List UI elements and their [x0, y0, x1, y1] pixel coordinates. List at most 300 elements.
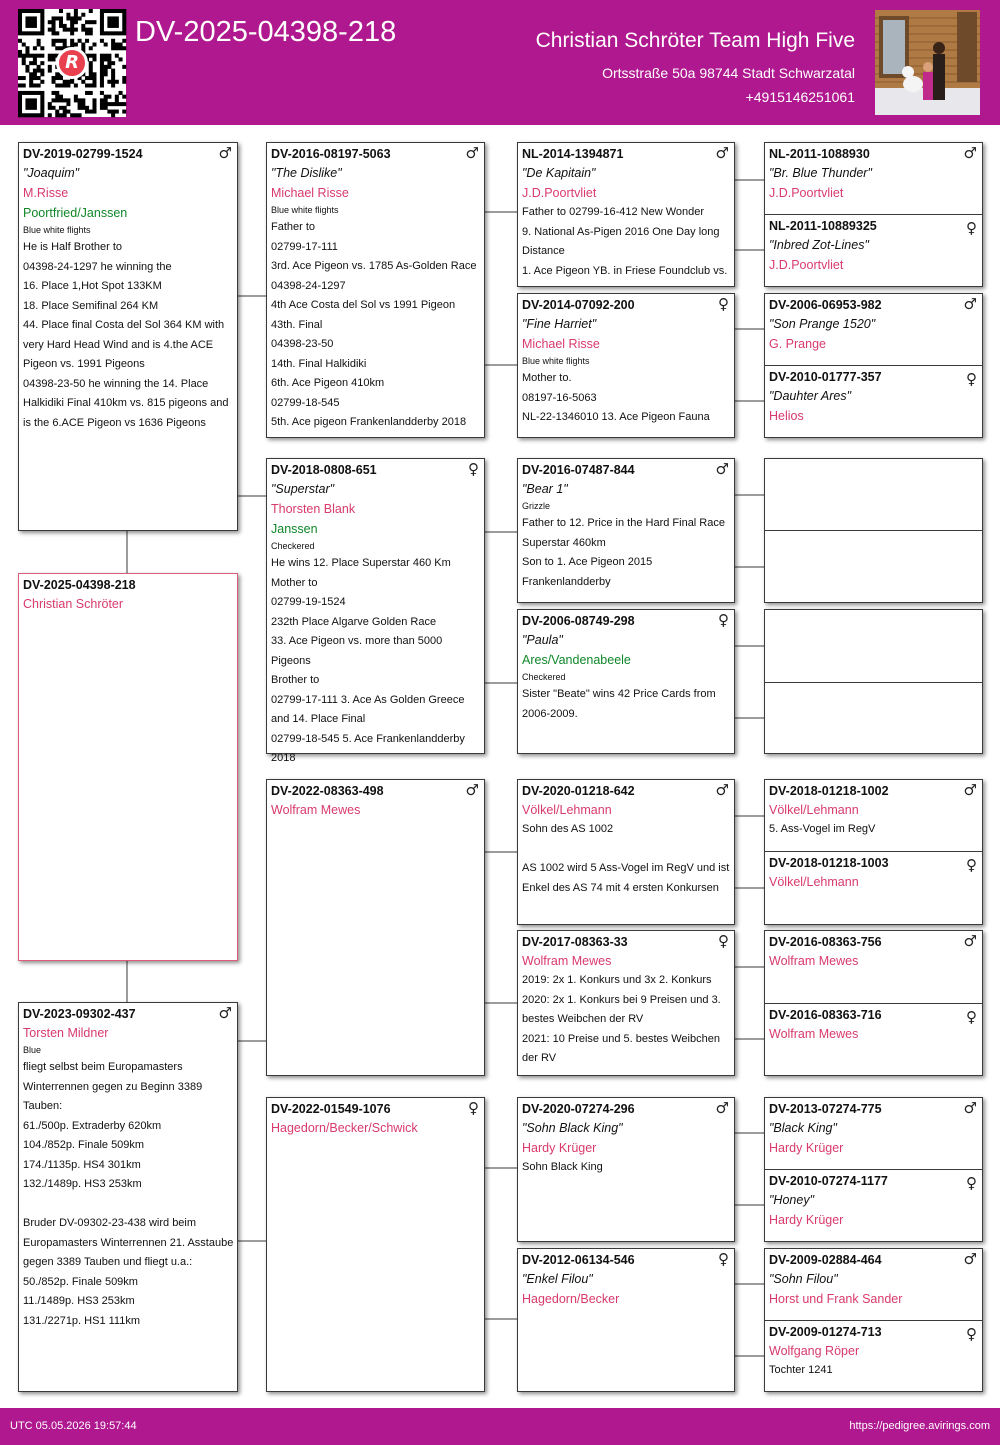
- qr-module: [78, 113, 82, 117]
- qr-module: [40, 91, 44, 95]
- qr-module: [81, 106, 85, 110]
- card-divider: [765, 214, 982, 215]
- qr-module: [107, 16, 111, 20]
- qr-module: [104, 43, 108, 47]
- maternal-granddam-card[interactable]: [266, 1097, 485, 1392]
- gggp-female-entry[interactable]: [769, 1173, 979, 1230]
- qr-module: [22, 43, 26, 47]
- qr-module: [63, 113, 67, 117]
- qr-module: [122, 102, 126, 106]
- qr-module: [63, 39, 67, 43]
- qr-module: [52, 76, 56, 80]
- qr-module: [81, 98, 85, 102]
- qr-module: [81, 43, 85, 47]
- plumage-color: Grizzle: [522, 501, 551, 511]
- gggp-pair-4-empty[interactable]: [764, 609, 983, 754]
- qr-module: [89, 61, 93, 65]
- ring-number: DV-2022-01549-1076: [271, 1102, 391, 1116]
- qr-module: [66, 110, 70, 114]
- gggp-pair-2: [764, 293, 983, 438]
- qr-module: [63, 24, 67, 28]
- qr-module: [25, 46, 29, 50]
- card-divider: [765, 1003, 982, 1004]
- qr-module: [115, 102, 119, 106]
- breeder-name: G. Prange: [769, 337, 826, 351]
- qr-module: [107, 57, 111, 61]
- qr-module: [40, 24, 44, 28]
- qr-module: [111, 31, 115, 35]
- breeder-name: Wolfram Mewes: [769, 1027, 859, 1041]
- qr-module: [70, 16, 74, 20]
- breeder-name: Hardy Krüger: [522, 1141, 597, 1155]
- ring-number: DV-2009-02884-464: [769, 1253, 882, 1267]
- subject-pigeon-card[interactable]: [18, 573, 238, 961]
- breeder-name: Hardy Krüger: [769, 1213, 844, 1227]
- ring-number: DV-2019-02799-1524: [23, 147, 143, 161]
- qr-module: [33, 61, 37, 65]
- pigeon-name: "Superstar": [271, 482, 335, 496]
- ring-number: DV-2010-01777-357: [769, 370, 882, 384]
- ggp-card-mfm[interactable]: [517, 930, 735, 1076]
- pigeon-name: "Son Prange 1520": [769, 317, 876, 331]
- breeder-name: Christian Schröter: [23, 597, 124, 611]
- qr-module: [55, 83, 59, 87]
- qr-module: [85, 20, 89, 24]
- pigeon-name: "Sohn Filou": [769, 1272, 838, 1286]
- website-link[interactable]: https://pedigree.avirings.com: [849, 1420, 990, 1432]
- male-icon: ♂: [963, 1250, 977, 1268]
- ring-number: DV-2018-01218-1003: [769, 856, 889, 870]
- ring-number: DV-2006-08749-298: [522, 614, 635, 628]
- qr-module: [37, 31, 41, 35]
- qr-module: [59, 95, 63, 99]
- qr-module: [22, 57, 26, 61]
- qr-module: [89, 31, 93, 35]
- qr-module: [40, 9, 44, 13]
- qr-module: [55, 39, 59, 43]
- gggp-female-entry[interactable]: [769, 1007, 979, 1044]
- qr-module: [40, 69, 44, 73]
- qr-module: [100, 20, 104, 24]
- owner-photo: [875, 10, 980, 115]
- strain-name: Poortfried/Janssen: [23, 206, 128, 220]
- qr-module: [70, 24, 74, 28]
- qr-module: [33, 54, 37, 58]
- qr-module: [66, 13, 70, 17]
- ring-number: DV-2018-0808-651: [271, 463, 377, 477]
- qr-module: [70, 43, 74, 47]
- qr-module: [59, 9, 63, 13]
- pigeon-name: "Dauhter Ares": [769, 389, 852, 403]
- pigeon-name: "Enkel Filou": [522, 1272, 593, 1286]
- pigeon-notes: Father to 02799-16-412 New Wonder 9. National As-Pigen 2016 One Day long Distance 1. Ace Pigeon YB. in Friese Foundclub vs.: [522, 206, 728, 277]
- qr-module: [85, 83, 89, 87]
- qr-module: [78, 102, 82, 106]
- qr-module: [89, 54, 93, 58]
- female-icon: ♀: [966, 856, 977, 874]
- ring-number: DV-2020-07274-296: [522, 1102, 635, 1116]
- qr-module: [63, 28, 67, 32]
- qr-module: [85, 28, 89, 32]
- qr-module: [66, 28, 70, 32]
- breeder-name: Michael Risse: [271, 186, 349, 200]
- male-icon: ♂: [963, 144, 977, 162]
- pigeon-notes: Tochter 1241: [769, 1364, 833, 1376]
- qr-module: [25, 69, 29, 73]
- qr-module: [89, 28, 93, 32]
- qr-module: [29, 61, 33, 65]
- ggp-card-mmm[interactable]: [517, 1248, 735, 1392]
- qr-module: [59, 20, 63, 24]
- qr-module: [119, 91, 123, 95]
- qr-module: [81, 28, 85, 32]
- plumage-color: Blue: [23, 1045, 42, 1055]
- qr-module: [104, 72, 108, 76]
- qr-module: [40, 98, 44, 102]
- qr-module: [48, 69, 52, 73]
- qr-module: [18, 98, 22, 102]
- gggp-female-entry[interactable]: [769, 1324, 979, 1381]
- qr-module: [104, 65, 108, 69]
- female-icon: ♀: [966, 370, 977, 388]
- qr-module: [25, 113, 29, 117]
- qr-module: [29, 31, 33, 35]
- gggp-pair-1: [764, 142, 983, 287]
- qr-module: [25, 65, 29, 69]
- qr-module: [66, 16, 70, 20]
- qr-module: [40, 110, 44, 114]
- ggp-card-mff[interactable]: [517, 779, 735, 925]
- qr-module: [40, 28, 44, 32]
- pigeon-notes: Sister "Beate" wins 42 Price Cards from 2006-2009.: [522, 688, 719, 720]
- qr-module: [70, 113, 74, 117]
- qr-module: [70, 80, 74, 84]
- qr-module: [52, 20, 56, 24]
- qr-module: [18, 28, 22, 32]
- qr-module: [119, 9, 123, 13]
- qr-module: [25, 9, 29, 13]
- qr-module: [92, 110, 96, 114]
- gggp-pair-8: [764, 1248, 983, 1392]
- qr-module: [115, 24, 119, 28]
- qr-module: [55, 95, 59, 99]
- qr-module: [40, 13, 44, 17]
- qr-module: [48, 106, 52, 110]
- card-divider: [765, 530, 982, 531]
- qr-module: [111, 80, 115, 84]
- pigeon-name: "De Kapitain": [522, 166, 596, 180]
- qr-module: [52, 98, 56, 102]
- qr-module: [104, 95, 108, 99]
- qr-module: [29, 91, 33, 95]
- avirings-logo-icon: R: [56, 47, 88, 79]
- male-icon: ♂: [715, 144, 729, 162]
- qr-module: [18, 39, 22, 43]
- qr-module: [63, 43, 67, 47]
- qr-module: [25, 24, 29, 28]
- qr-module: [52, 106, 56, 110]
- qr-module: [25, 50, 29, 54]
- qr-module: [119, 57, 123, 61]
- qr-module: [63, 110, 67, 114]
- gggp-pair-5: [764, 779, 983, 925]
- qr-module: [100, 54, 104, 58]
- qr-module: [74, 98, 78, 102]
- qr-module: [22, 9, 26, 13]
- qr-module: [22, 54, 26, 58]
- qr-module: [89, 20, 93, 24]
- ggp-card-fff[interactable]: [517, 142, 735, 287]
- qr-module: [18, 50, 22, 54]
- breeder-name: J.D.Poortvliet: [769, 186, 844, 200]
- qr-module: [33, 24, 37, 28]
- ring-number: DV-2022-08363-498: [271, 784, 384, 798]
- qr-module: [33, 106, 37, 110]
- qr-module: [55, 76, 59, 80]
- male-icon: ♂: [218, 144, 232, 162]
- male-icon: ♂: [963, 1099, 977, 1117]
- qr-module: [92, 102, 96, 106]
- qr-module: [48, 102, 52, 106]
- qr-module: [37, 113, 41, 117]
- qr-module: [100, 69, 104, 73]
- qr-module: [89, 65, 93, 69]
- qr-module: [74, 9, 78, 13]
- qr-module: [85, 39, 89, 43]
- qr-module: [78, 16, 82, 20]
- pigeon-notes: Mother to. 08197-16-5063 NL-22-1346010 13. Ace Pigeon Fauna: [522, 372, 710, 423]
- qr-module: [107, 31, 111, 35]
- strain-name: Ares/Vandenabeele: [522, 653, 631, 667]
- qr-module: [104, 31, 108, 35]
- gggp-male-entry[interactable]: [769, 146, 979, 203]
- maternal-grandsire-card[interactable]: [266, 779, 485, 1076]
- gggp-female-entry[interactable]: [769, 369, 979, 426]
- card-divider: [765, 1169, 982, 1170]
- qr-module: [55, 113, 59, 117]
- owner-photo-image: [875, 10, 980, 115]
- qr-module: [25, 98, 29, 102]
- qr-module: [29, 113, 33, 117]
- gggp-male-entry[interactable]: [769, 783, 979, 840]
- ring-number: DV-2023-09302-437: [23, 1007, 136, 1021]
- qr-module: [40, 54, 44, 58]
- gggp-male-entry[interactable]: [769, 934, 979, 971]
- female-icon: ♀: [468, 460, 479, 478]
- qr-module: [25, 16, 29, 20]
- ring-number: NL-2014-1394871: [522, 147, 624, 161]
- qr-module: [122, 46, 126, 50]
- qr-module: [37, 91, 41, 95]
- qr-module: [18, 16, 22, 20]
- qr-module: [74, 95, 78, 99]
- breeder-name: J.D.Poortvliet: [769, 258, 844, 272]
- qr-module: [89, 46, 93, 50]
- qr-module: [122, 16, 126, 20]
- qr-module: [85, 76, 89, 80]
- ggp-card-fmm[interactable]: [517, 609, 735, 754]
- qr-module: [18, 31, 22, 35]
- qr-module: [70, 28, 74, 32]
- female-icon: ♀: [718, 295, 729, 313]
- breeder-name: Völkel/Lehmann: [522, 803, 612, 817]
- qr-module: [33, 69, 37, 73]
- qr-module: [100, 28, 104, 32]
- qr-module: [55, 31, 59, 35]
- qr-module: [100, 24, 104, 28]
- qr-module: [81, 80, 85, 84]
- qr-module: [63, 83, 67, 87]
- dam-card[interactable]: [18, 1002, 238, 1392]
- qr-module: [104, 102, 108, 106]
- qr-module: [18, 83, 22, 87]
- qr-module: [29, 76, 33, 80]
- qr-module: [63, 98, 67, 102]
- qr-module: [100, 61, 104, 65]
- qr-module: [107, 20, 111, 24]
- qr-module: [104, 69, 108, 73]
- qr-module: [59, 24, 63, 28]
- qr-module: [40, 61, 44, 65]
- pigeon-notes: 5. Ass-Vogel im RegV: [769, 823, 876, 835]
- breeder-name: Horst und Frank Sander: [769, 1292, 903, 1306]
- footer-bar: [0, 1408, 1000, 1445]
- female-icon: ♀: [718, 611, 729, 629]
- qr-module: [18, 106, 22, 110]
- qr-module: [37, 83, 41, 87]
- qr-module: [111, 61, 115, 65]
- plumage-color: Checkered: [522, 672, 566, 682]
- card-divider: [765, 682, 982, 683]
- qr-module: [89, 69, 93, 73]
- page-title: DV-2025-04398-218: [135, 16, 397, 48]
- qr-module: [119, 31, 123, 35]
- qr-module: [74, 28, 78, 32]
- qr-module: [29, 54, 33, 58]
- qr-module: [48, 20, 52, 24]
- qr-module: [122, 13, 126, 17]
- qr-module: [89, 9, 93, 13]
- pigeon-name: "Bear 1": [522, 482, 568, 496]
- card-divider: [765, 1320, 982, 1321]
- qr-module: [33, 83, 37, 87]
- qr-module: [52, 57, 56, 61]
- breeder-name: Helios: [769, 409, 804, 423]
- gggp-male-entry[interactable]: [769, 1252, 979, 1309]
- qr-module: [59, 83, 63, 87]
- qr-module: [122, 95, 126, 99]
- qr-module: [92, 57, 96, 61]
- gggp-female-entry[interactable]: [769, 855, 979, 892]
- qr-module: [89, 91, 93, 95]
- qr-module: [55, 91, 59, 95]
- qr-module: [66, 80, 70, 84]
- qr-module: [29, 98, 33, 102]
- qr-module: [107, 80, 111, 84]
- qr-module: [85, 31, 89, 35]
- qr-module: [70, 31, 74, 35]
- qr-module: [22, 76, 26, 80]
- sire-card[interactable]: [18, 142, 238, 531]
- gggp-male-entry[interactable]: [769, 1101, 979, 1158]
- gggp-male-entry[interactable]: [769, 297, 979, 354]
- qr-module: [100, 72, 104, 76]
- female-icon: ♀: [966, 1174, 977, 1192]
- qr-module: [33, 98, 37, 102]
- qr-module: [92, 72, 96, 76]
- owner-address: Ortsstraße 50a 98744 Stadt Schwarzatal: [602, 65, 855, 81]
- male-icon: ♂: [715, 460, 729, 478]
- qr-module: [78, 98, 82, 102]
- gggp-female-entry[interactable]: [769, 218, 979, 275]
- ring-number: DV-2016-08197-5063: [271, 147, 391, 161]
- qr-module: [107, 102, 111, 106]
- qr-module: [92, 83, 96, 87]
- qr-module: [37, 76, 41, 80]
- qr-module: [37, 69, 41, 73]
- qr-module: [37, 54, 41, 58]
- qr-module: [52, 28, 56, 32]
- paternal-granddam-card[interactable]: [266, 458, 485, 764]
- qr-module: [100, 39, 104, 43]
- qr-module: [74, 83, 78, 87]
- qr-module: [100, 31, 104, 35]
- qr-module: [40, 20, 44, 24]
- plumage-color: Checkered: [271, 541, 315, 551]
- qr-module: [22, 31, 26, 35]
- pigeon-notes: He wins 12. Place Superstar 460 Km Mother to 02799-19-1524 232th Place Algarve Golden Race 33. Ace Pigeon vs. more than 5000 Pigeons Brother to 02799-17-111 3. Ace As Golden Greece and 14. Place Final 02799-18-545 5. Ace Frankenlandderby 2018: [271, 557, 465, 764]
- qr-code[interactable]: [18, 9, 126, 117]
- ggp-card-fmf[interactable]: [517, 458, 735, 603]
- paternal-grandsire-card[interactable]: [266, 142, 485, 438]
- pigeon-name: "Inbred Zot-Lines": [769, 238, 869, 252]
- ring-number: DV-2014-07092-200: [522, 298, 635, 312]
- qr-module: [115, 110, 119, 114]
- qr-module: [85, 91, 89, 95]
- breeder-name: Thorsten Blank: [271, 502, 356, 516]
- breeder-name: J.D.Poortvliet: [522, 186, 597, 200]
- qr-module: [63, 80, 67, 84]
- qr-module: [119, 43, 123, 47]
- qr-module: [40, 80, 44, 84]
- breeder-name: Wolfgang Röper: [769, 1344, 860, 1358]
- qr-module: [122, 24, 126, 28]
- owner-phone: +4915146251061: [745, 89, 855, 105]
- qr-module: [59, 106, 63, 110]
- ggp-card-ffm[interactable]: [517, 293, 735, 438]
- qr-module: [85, 110, 89, 114]
- qr-module: [100, 57, 104, 61]
- qr-module: [59, 98, 63, 102]
- pigeon-name: "Br. Blue Thunder": [769, 166, 872, 180]
- pigeon-name: "The Dislike": [271, 166, 342, 180]
- qr-module: [92, 43, 96, 47]
- qr-module: [122, 28, 126, 32]
- qr-module: [40, 16, 44, 20]
- qr-module: [115, 54, 119, 58]
- pigeon-name: "Honey": [769, 1193, 815, 1207]
- pigeon-name: "Fine Harriet": [522, 317, 597, 331]
- male-icon: ♂: [715, 781, 729, 799]
- qr-module: [37, 65, 41, 69]
- gggp-pair-3-empty[interactable]: [764, 458, 983, 603]
- qr-module: [100, 65, 104, 69]
- qr-module: [107, 61, 111, 65]
- qr-module: [48, 28, 52, 32]
- pigeon-name: "Sohn Black King": [522, 1121, 623, 1135]
- ggp-card-mmf[interactable]: [517, 1097, 735, 1242]
- qr-module: [100, 9, 104, 13]
